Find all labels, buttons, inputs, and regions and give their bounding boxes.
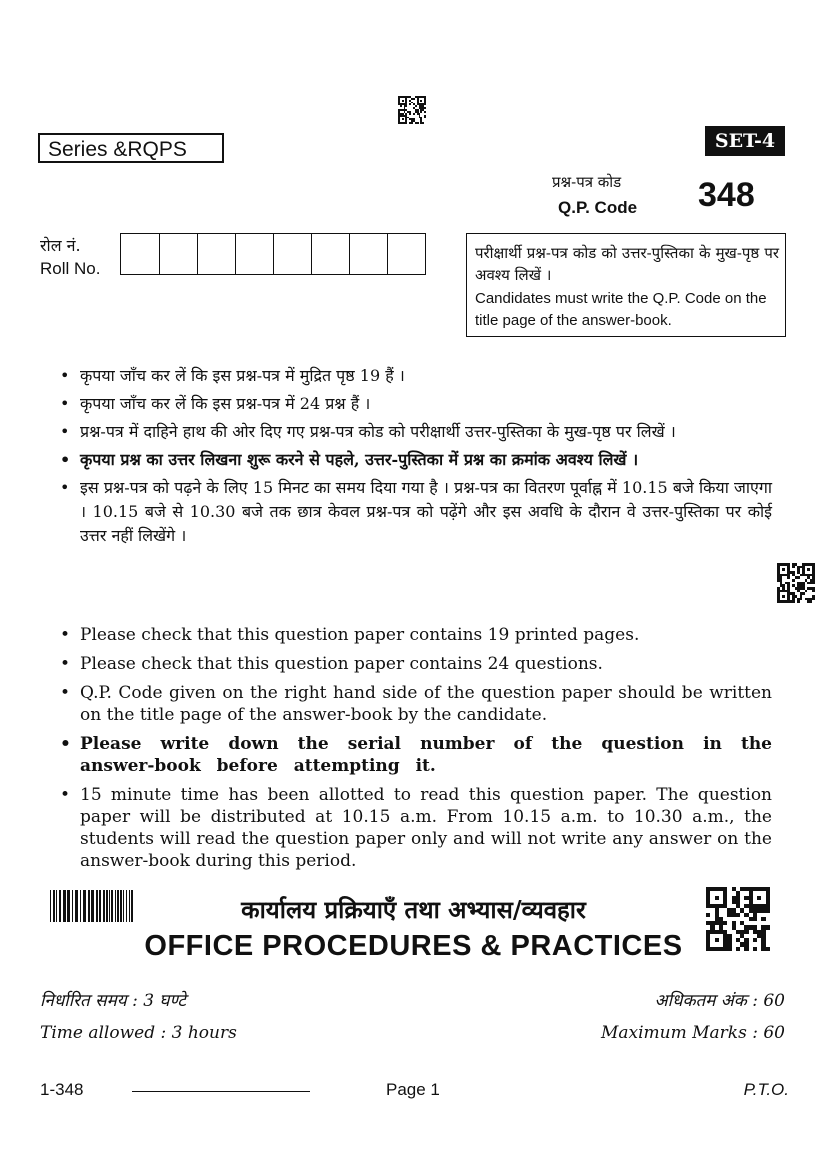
- roll-box[interactable]: [349, 234, 387, 274]
- set-badge: SET-4: [705, 126, 785, 156]
- footer-page: Page 1: [386, 1080, 440, 1099]
- instruction-hi-item: • कृपया प्रश्न का उत्तर लिखना शुरू करने से पहले, उत्तर-पुस्तिका में प्रश्न का क्रमांक अवश्य लिखें ।: [56, 448, 772, 472]
- roll-box[interactable]: [159, 234, 197, 274]
- footer-rule: [132, 1091, 310, 1092]
- time-allowed-hi: निर्धारित समय : 3 घण्टे: [40, 991, 186, 1011]
- roll-number-boxes[interactable]: [120, 233, 426, 275]
- max-marks-en: Maximum Marks : 60: [600, 1023, 785, 1043]
- instruction-en-item: • Please write down the serial number of the question in the answer-book before attempting it.: [56, 733, 772, 777]
- instruction-hi-item: • इस प्रश्न-पत्र को पढ़ने के लिए 15 मिनट का समय दिया गया है । प्रश्न-पत्र का वितरण पूर्वाह्न में 10.15 बजे किया जाएगा । 10.15 बजे से 10.30 बजे तक छात्र केवल प्रश्न-पत्र को पढ़ेंगे और इस अवधि के दौरान वे उत्तर-पुस्तिका पर कोई उत्तर नहीं लिखेंगे ।: [56, 476, 772, 548]
- candidate-note-en: Candidates must write the Q.P. Code on the title page of the answer-book.: [475, 290, 767, 329]
- instruction-en-item: • 15 minute time has been allotted to read this question paper. The question paper will be distributed at 10.15 a.m. From 10.15 a.m. to 10.30 a.m., the students will read the question paper only and will not write any answer on the answer-book during this period.: [56, 784, 772, 872]
- subject-title-en: OFFICE PROCEDURES & PRACTICES: [144, 930, 683, 962]
- roll-label-hi: रोल नं.: [40, 236, 81, 255]
- time-allowed-en: Time allowed : 3 hours: [40, 1023, 237, 1043]
- roll-box[interactable]: [197, 234, 235, 274]
- qr-code-icon-side: [777, 563, 815, 603]
- qr-code-icon-top: [398, 96, 426, 124]
- instructions-en: [56, 624, 772, 879]
- instruction-hi-item: • प्रश्न-पत्र में दाहिने हाथ की ओर दिए गए प्रश्न-पत्र कोड को परीक्षार्थी उत्तर-पुस्तिका के मुख-पृष्ठ पर लिखें ।: [56, 420, 772, 444]
- series-label: Series &RQPS: [38, 133, 224, 163]
- qp-code-number: 348: [698, 176, 755, 214]
- instruction-hi-item: • कृपया जाँच कर लें कि इस प्रश्न-पत्र में मुद्रित पृष्ठ 19 हैं ।: [56, 364, 772, 388]
- max-marks-hi: अधिकतम अंक : 60: [654, 991, 785, 1011]
- roll-box[interactable]: [273, 234, 311, 274]
- footer-pto: P.T.O.: [743, 1080, 789, 1099]
- candidate-note-box: [466, 233, 786, 337]
- roll-label-en: Roll No.: [40, 259, 101, 278]
- roll-box[interactable]: [121, 234, 159, 274]
- roll-box[interactable]: [387, 234, 425, 274]
- candidate-note-hi: परीक्षार्थी प्रश्न-पत्र कोड को उत्तर-पुस्तिका के मुख-पृष्ठ पर अवश्य लिखें ।: [475, 244, 779, 284]
- roll-box[interactable]: [311, 234, 349, 274]
- qp-code-label-hi: प्रश्न-पत्र कोड: [552, 173, 622, 191]
- instruction-en-item: • Q.P. Code given on the right hand side of the question paper should be written on the title page of the answer-book by the candidate.: [56, 682, 772, 726]
- qp-code-label-en: Q.P. Code: [558, 198, 638, 217]
- instruction-en-item: • Please check that this question paper contains 19 printed pages.: [56, 624, 772, 646]
- roll-box[interactable]: [235, 234, 273, 274]
- instruction-en-item: • Please check that this question paper contains 24 questions.: [56, 653, 772, 675]
- footer-code: 1-348: [40, 1080, 84, 1099]
- subject-title-hi: कार्यालय प्रक्रियाएँ तथा अभ्यास/व्यवहार: [241, 895, 586, 924]
- instructions-hi: [56, 364, 772, 552]
- instruction-hi-item: • कृपया जाँच कर लें कि इस प्रश्न-पत्र में 24 प्रश्न हैं ।: [56, 392, 772, 416]
